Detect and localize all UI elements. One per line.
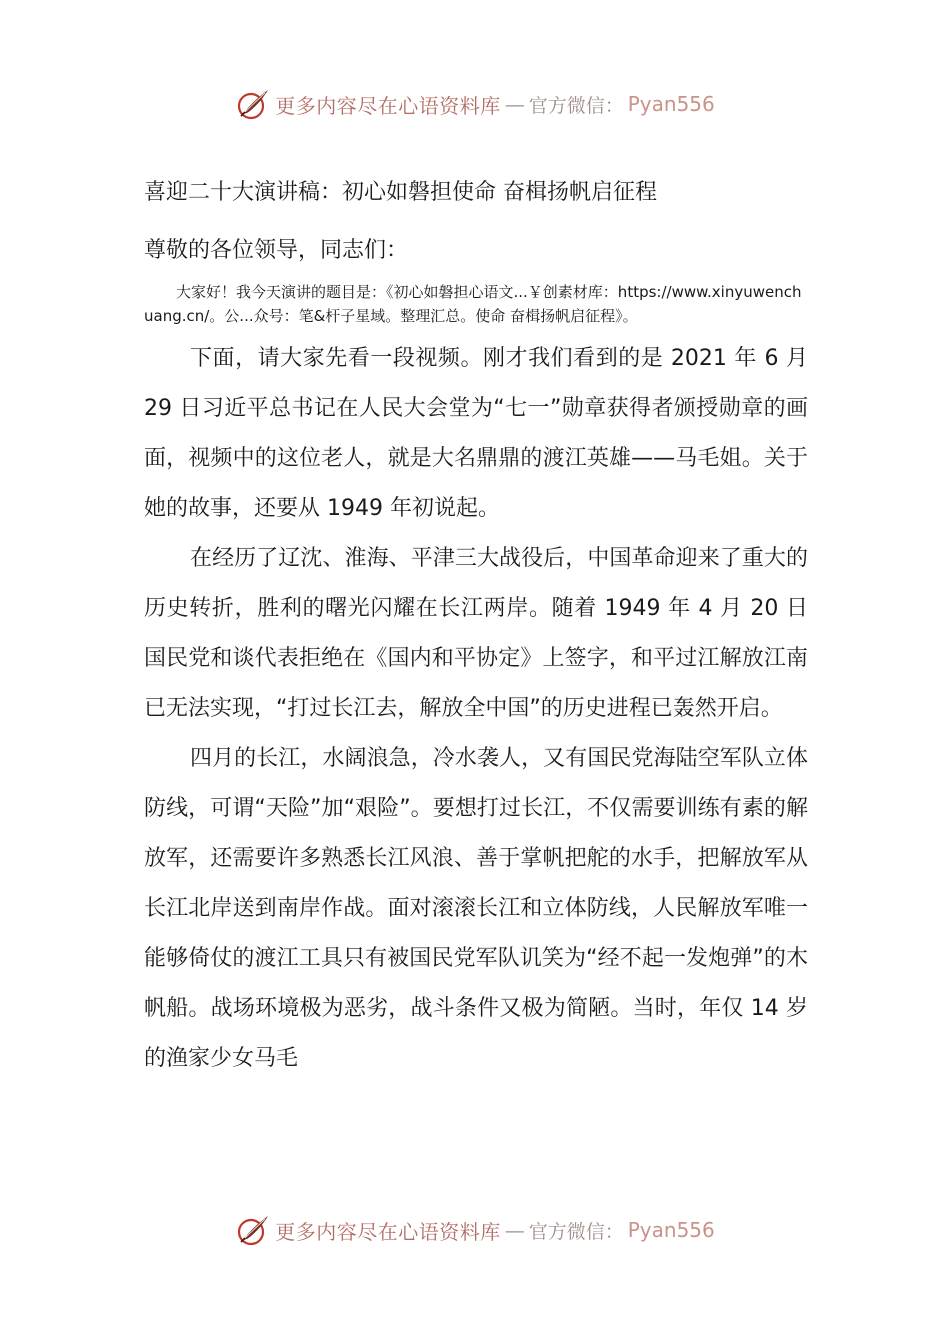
paragraph-1: 下面，请大家先看一段视频。刚才我们看到的是 2021 年 6 月 29 日习近平总书记在人民大会堂为“七一”勋章获得者颁授勋章的画面，视频中的这位老人，就是大名鼎鼎的渡江英雄——马毛姐。关于她的故事，还要从 1949 年初说起。 — [144, 346, 808, 521]
salutation: 尊敬的各位领导，同志们： — [144, 238, 409, 263]
header-banner — [0, 82, 950, 126]
document-title: 喜迎二十大演讲稿：初心如磐担使命 奋楫扬帆启征程 — [144, 180, 657, 205]
paragraph-3: 四月的长江，水阔浪急，冷水袭人，又有国民党海陆空军队立体防线，可谓“天险”加“艰险”。要想打过长江，不仅需要训练有素的解放军，还需要许多熟悉长江风浪、善于掌帆把舵的水手，把解放军从长江北岸送到南岸作战。面对滚滚长江和立体防线，人民解放军唯一能够倚仗的渡江工具只有被国民党军队讥笑为“经不起一发炮弹”的木帆船。战场环境极为恶劣，战斗条件又极为简陋。当时，年仅 14 岁的渔家少女马毛 — [144, 746, 808, 1071]
intro-paragraph: 大家好！我今天演讲的题目是：《初心如磐担心语文...￥创素材库：https://www.xinyuwenchuang.cn/。公...众号：笔&杆子星域。整理汇总。使命 奋楫扬帆启征程》。 — [144, 283, 802, 325]
footer-separator: — — [504, 1218, 525, 1242]
header-separator: — — [504, 92, 525, 116]
quill-logo-icon — [235, 86, 271, 122]
paragraph-2: 在经历了辽沈、淮海、平津三大战役后，中国革命迎来了重大的历史转折，胜利的曙光闪耀在长江两岸。随着 1949 年 4 月 20 日国民党和谈代表拒绝在《国内和平协定》上签字，和平过江解放江南已无法实现，“打过长江去，解放全中国”的历史进程已轰然开启。 — [144, 546, 808, 721]
document-body — [144, 170, 808, 1084]
header-wechat-label: 官方微信： — [528, 94, 624, 117]
header-brand-text: 更多内容尽在心语资料库 — [275, 93, 501, 118]
footer-wechat-id: Pyan556 — [627, 1218, 715, 1242]
footer-wechat-label: 官方微信： — [528, 1220, 624, 1243]
header-wechat-id: Pyan556 — [627, 92, 715, 116]
footer-brand-text: 更多内容尽在心语资料库 — [275, 1219, 501, 1244]
quill-logo-icon — [235, 1212, 271, 1248]
footer-banner — [0, 1208, 950, 1252]
